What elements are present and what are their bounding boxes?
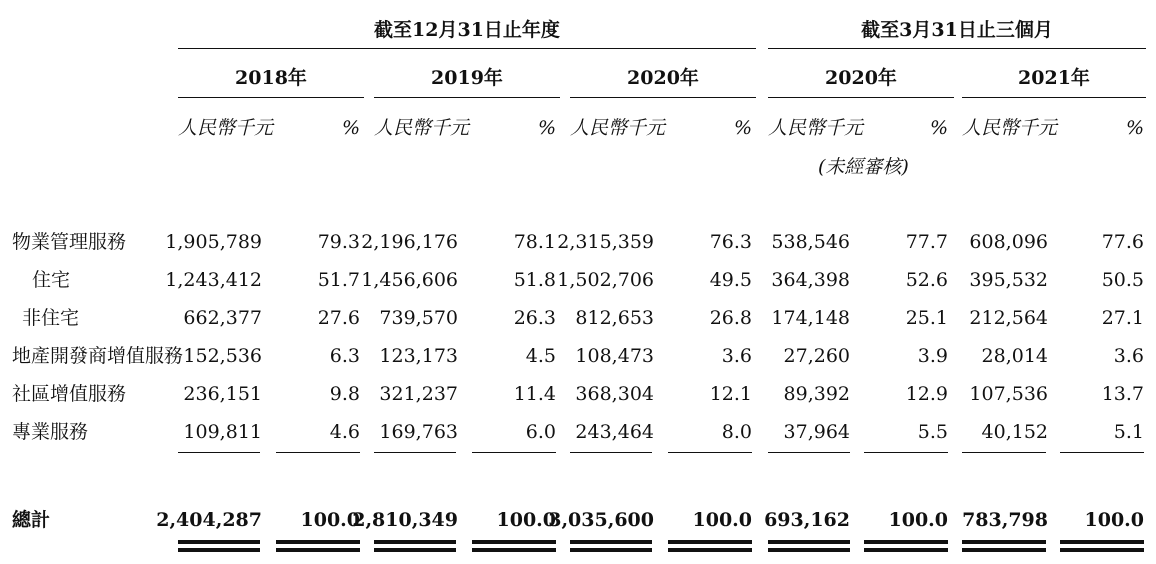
amount-cell: 107,536 [969, 383, 1048, 405]
amount-cell: 1,456,606 [361, 269, 458, 291]
percent-cell: 6.0 [525, 421, 556, 443]
subtotal-rule [962, 452, 1046, 453]
percent-cell: 6.3 [329, 345, 360, 367]
unit-header-2021-q: 人民幣千元 [962, 117, 1058, 139]
pct-header-2021-q: % [1125, 117, 1144, 139]
row-label-community-value-added: 社區增值服務 [12, 383, 127, 405]
amount-cell: 89,392 [783, 383, 850, 405]
amount-cell: 236,151 [183, 383, 262, 405]
total-amount-cell: 2,404,287 [156, 509, 262, 531]
percent-cell: 51.8 [513, 269, 556, 291]
row-label-professional-services: 專業服務 [12, 421, 89, 443]
total-double-rule [668, 548, 752, 552]
total-double-rule [1060, 540, 1144, 544]
amount-cell: 109,811 [183, 421, 262, 443]
amount-cell: 152,536 [183, 345, 262, 367]
amount-cell: 2,196,176 [361, 231, 458, 253]
total-amount-cell: 3,035,600 [548, 509, 654, 531]
total-double-rule [864, 548, 948, 552]
total-double-rule [374, 548, 456, 552]
subtotal-rule [864, 452, 948, 453]
row-label-developer-value-added: 地產開發商增值服務 [12, 345, 184, 367]
amount-cell: 28,014 [981, 345, 1048, 367]
amount-cell: 243,464 [575, 421, 654, 443]
amount-cell: 739,570 [379, 307, 458, 329]
total-double-rule [768, 548, 850, 552]
percent-cell: 8.0 [721, 421, 752, 443]
total-double-rule [668, 540, 752, 544]
amount-cell: 123,173 [379, 345, 458, 367]
year-header-2021-q: 2021年 [1018, 67, 1090, 89]
percent-cell: 3.6 [721, 345, 752, 367]
amount-cell: 608,096 [969, 231, 1048, 253]
subtotal-rule [768, 452, 850, 453]
percent-cell: 27.1 [1101, 307, 1144, 329]
subtotal-rule [472, 452, 556, 453]
percent-cell: 27.6 [317, 307, 360, 329]
total-percent-cell: 100.0 [1084, 509, 1144, 531]
percent-cell: 3.6 [1113, 345, 1144, 367]
unit-header-2019: 人民幣千元 [374, 117, 470, 139]
percent-cell: 9.8 [329, 383, 360, 405]
unit-header-2020: 人民幣千元 [570, 117, 666, 139]
period-rule-q [768, 48, 1146, 49]
percent-cell: 13.7 [1101, 383, 1144, 405]
amount-cell: 174,148 [771, 307, 850, 329]
total-double-rule [472, 548, 556, 552]
year-header-2020: 2020年 [627, 67, 699, 89]
period-header-fiscal-year: 截至12月31日止年度 [374, 19, 560, 41]
percent-cell: 79.3 [317, 231, 360, 253]
amount-cell: 538,546 [771, 231, 850, 253]
percent-cell: 25.1 [905, 307, 948, 329]
total-amount-cell: 693,162 [764, 509, 850, 531]
total-double-rule [1060, 548, 1144, 552]
period-rule-fy [178, 48, 756, 49]
row-label-non-residential: 非住宅 [22, 307, 80, 329]
subtotal-rule [570, 452, 652, 453]
percent-cell: 77.7 [905, 231, 948, 253]
percent-cell: 12.1 [709, 383, 752, 405]
percent-cell: 3.9 [917, 345, 948, 367]
total-double-rule [178, 548, 260, 552]
pct-header-2018: % [341, 117, 360, 139]
amount-cell: 368,304 [575, 383, 654, 405]
subtotal-rule [178, 452, 260, 453]
percent-cell: 26.8 [709, 307, 752, 329]
total-percent-cell: 100.0 [692, 509, 752, 531]
total-percent-cell: 100.0 [496, 509, 556, 531]
year-header-2020-q: 2020年 [825, 67, 897, 89]
amount-cell: 169,763 [379, 421, 458, 443]
row-label-total: 總計 [12, 509, 51, 531]
total-percent-cell: 100.0 [300, 509, 360, 531]
total-double-rule [768, 540, 850, 544]
total-double-rule [276, 548, 360, 552]
percent-cell: 78.1 [513, 231, 556, 253]
unit-header-2020-q: 人民幣千元 [768, 117, 864, 139]
percent-cell: 5.5 [917, 421, 948, 443]
period-header-three-months: 截至3月31日止三個月 [861, 19, 1053, 41]
percent-cell: 5.1 [1113, 421, 1144, 443]
amount-cell: 364,398 [771, 269, 850, 291]
percent-cell: 49.5 [709, 269, 752, 291]
pct-header-2020: % [733, 117, 752, 139]
row-label-residential: 住宅 [32, 269, 71, 291]
percent-cell: 26.3 [513, 307, 556, 329]
subtotal-rule [1060, 452, 1144, 453]
total-double-rule [570, 540, 652, 544]
year-rule-2020 [570, 97, 756, 98]
total-percent-cell: 100.0 [888, 509, 948, 531]
amount-cell: 395,532 [969, 269, 1048, 291]
percent-cell: 51.7 [317, 269, 360, 291]
subtotal-rule [374, 452, 456, 453]
amount-cell: 108,473 [575, 345, 654, 367]
subtotal-rule [276, 452, 360, 453]
total-double-rule [864, 540, 948, 544]
year-rule-2018 [178, 97, 364, 98]
amount-cell: 2,315,359 [557, 231, 654, 253]
unaudited-note: (未經審核) [818, 156, 909, 178]
total-double-rule [472, 540, 556, 544]
pct-header-2019: % [537, 117, 556, 139]
amount-cell: 321,237 [379, 383, 458, 405]
total-amount-cell: 783,798 [962, 509, 1048, 531]
year-header-2019: 2019年 [431, 67, 503, 89]
total-double-rule [962, 540, 1046, 544]
amount-cell: 1,502,706 [557, 269, 654, 291]
percent-cell: 52.6 [905, 269, 948, 291]
total-double-rule [374, 540, 456, 544]
percent-cell: 50.5 [1101, 269, 1144, 291]
percent-cell: 4.5 [525, 345, 556, 367]
year-rule-2019 [374, 97, 560, 98]
amount-cell: 40,152 [981, 421, 1048, 443]
total-amount-cell: 2,810,349 [352, 509, 458, 531]
amount-cell: 1,243,412 [165, 269, 262, 291]
unit-header-2018: 人民幣千元 [178, 117, 274, 139]
row-label-property-management: 物業管理服務 [12, 231, 127, 253]
total-double-rule [570, 548, 652, 552]
amount-cell: 662,377 [183, 307, 262, 329]
amount-cell: 812,653 [575, 307, 654, 329]
percent-cell: 12.9 [905, 383, 948, 405]
year-rule-2020-q [768, 97, 954, 98]
amount-cell: 212,564 [969, 307, 1048, 329]
amount-cell: 27,260 [783, 345, 850, 367]
year-rule-2021-q [962, 97, 1146, 98]
amount-cell: 37,964 [783, 421, 850, 443]
percent-cell: 4.6 [329, 421, 360, 443]
total-double-rule [962, 548, 1046, 552]
percent-cell: 76.3 [709, 231, 752, 253]
total-double-rule [178, 540, 260, 544]
total-double-rule [276, 540, 360, 544]
amount-cell: 1,905,789 [165, 231, 262, 253]
pct-header-2020-q: % [929, 117, 948, 139]
subtotal-rule [668, 452, 752, 453]
percent-cell: 77.6 [1101, 231, 1144, 253]
year-header-2018: 2018年 [235, 67, 307, 89]
percent-cell: 11.4 [513, 383, 556, 405]
